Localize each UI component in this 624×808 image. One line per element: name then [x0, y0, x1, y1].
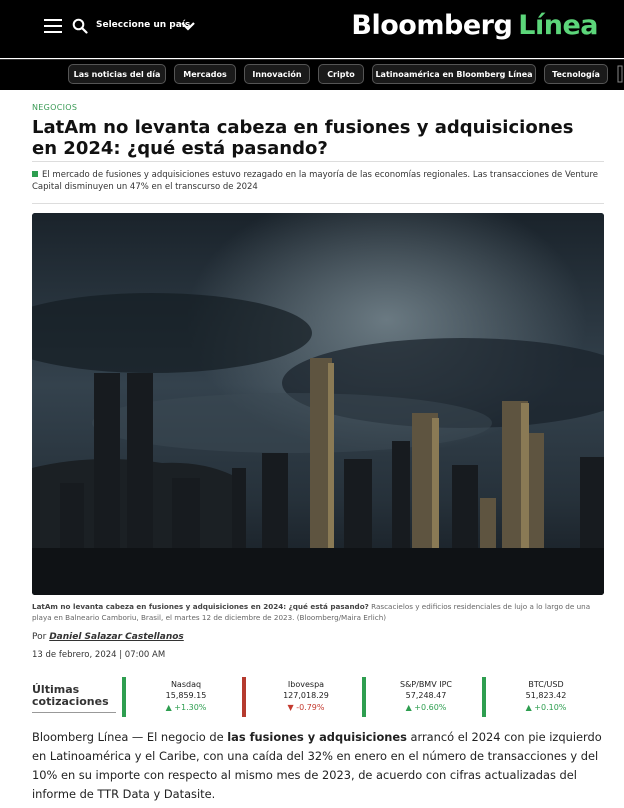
- arrow-down-icon: ▼: [287, 703, 297, 712]
- quote-value: 57,248.47: [405, 691, 447, 700]
- quote-name: Nasdaq: [170, 680, 202, 689]
- byline: [32, 632, 184, 642]
- quotes-title-line1: Últimas: [32, 683, 80, 696]
- caption-text: Rascacielos y edificios residenciales de lujo a lo largo de una playa en Balneario Camboriu, Brasil, el martes 12 de diciembre de 2023. (Bloomberg/Maira Erlich): [32, 602, 591, 622]
- logo-main: Bloomberg: [351, 10, 513, 41]
- logo-accent: Línea: [518, 10, 598, 41]
- article-body: [32, 728, 604, 804]
- quote-bar: [482, 677, 486, 717]
- menu-icon[interactable]: [44, 19, 62, 33]
- quote-name: Ibovespa: [287, 680, 325, 689]
- nav-scroll-indicator[interactable]: [616, 64, 624, 84]
- hero-image[interactable]: [32, 213, 604, 595]
- category-nav: [0, 60, 624, 90]
- author-link[interactable]: Daniel Salazar Castellanos: [49, 632, 184, 642]
- quote-sp-bmv-ipc[interactable]: [362, 677, 482, 717]
- quote-name: BTC/USD: [528, 680, 564, 689]
- byline-prefix: Por: [32, 632, 47, 642]
- quote-value: 51,823.42: [525, 691, 567, 700]
- quote-nasdaq[interactable]: [122, 677, 242, 717]
- quote-bar: [122, 677, 126, 717]
- nav-item-cripto[interactable]: Cripto: [318, 64, 364, 84]
- country-selector[interactable]: Seleccione un país: [96, 20, 191, 30]
- quote-change-value: +0.60%: [414, 703, 447, 712]
- image-caption: [32, 601, 604, 623]
- quote-change: [370, 703, 482, 712]
- quote-change-value: -0.79%: [296, 703, 325, 712]
- publish-date: 13 de febrero, 2024 | 07:00 AM: [32, 650, 166, 660]
- nav-item-latinoamerica[interactable]: Latinoamérica en Bloomberg Línea: [372, 64, 536, 84]
- search-icon[interactable]: [72, 18, 88, 34]
- caption-title: LatAm no levanta cabeza en fusiones y adquisiciones en 2024: ¿qué está pasando?: [32, 602, 369, 611]
- article-summary: [32, 169, 604, 193]
- site-logo[interactable]: [351, 10, 598, 41]
- top-header: [0, 0, 624, 58]
- quotes-title-line2: cotizaciones: [32, 695, 109, 708]
- quote-btc-usd[interactable]: [482, 677, 602, 717]
- arrow-up-icon: ▲: [525, 703, 535, 712]
- nav-item-mercados[interactable]: Mercados: [174, 64, 236, 84]
- quote-name: S&P/BMV IPC: [399, 680, 452, 689]
- quote-change: [250, 703, 362, 712]
- quote-bar: [242, 677, 246, 717]
- quotes-underline: [32, 712, 116, 713]
- divider: [32, 161, 604, 162]
- body-lead: Bloomberg Línea — El negocio de: [32, 730, 228, 744]
- quote-change: [130, 703, 242, 712]
- quote-bar: [362, 677, 366, 717]
- arrow-up-icon: ▲: [405, 703, 415, 712]
- nav-item-innovacion[interactable]: Innovación: [244, 64, 310, 84]
- arrow-up-icon: ▲: [165, 703, 175, 712]
- skyline-photo-graphic: [32, 213, 604, 595]
- quote-value: 15,859.15: [165, 691, 207, 700]
- section-label[interactable]: NEGOCIOS: [32, 103, 78, 112]
- quote-change-value: +1.30%: [174, 703, 207, 712]
- quote-change-value: +0.10%: [534, 703, 567, 712]
- summary-text: El mercado de fusiones y adquisiciones estuvo rezagado en la mayoría de las economías regionales. Las transacciones de Venture Capital disminuyen un 47% en el transcurso de 2024: [32, 170, 598, 192]
- divider: [32, 203, 604, 204]
- quote-ibovespa[interactable]: [242, 677, 362, 717]
- chevron-down-icon[interactable]: [180, 18, 196, 34]
- body-link-fusiones[interactable]: las fusiones y adquisiciones: [227, 730, 407, 744]
- nav-item-tecnologia[interactable]: Tecnología: [544, 64, 608, 84]
- quote-change: [490, 703, 602, 712]
- quotes-title: [32, 684, 109, 708]
- summary-bullet-icon: [32, 171, 38, 177]
- quote-value: 127,018.29: [283, 691, 329, 700]
- nav-item-noticias[interactable]: Las noticias del día: [68, 64, 166, 84]
- body-rest: arrancó el 2024 con pie izquierdo en Latinoamérica y el Caribe, con una caída del 32% en enero en el número de transacciones y del 10% en su importe con respecto al mismo mes de 2023, de acuerdo con cifras actualizadas del informe de TTR Data y Datasite.: [32, 730, 602, 801]
- article-title: LatAm no levanta cabeza en fusiones y adquisiciones en 2024: ¿qué está pasando?: [32, 117, 574, 159]
